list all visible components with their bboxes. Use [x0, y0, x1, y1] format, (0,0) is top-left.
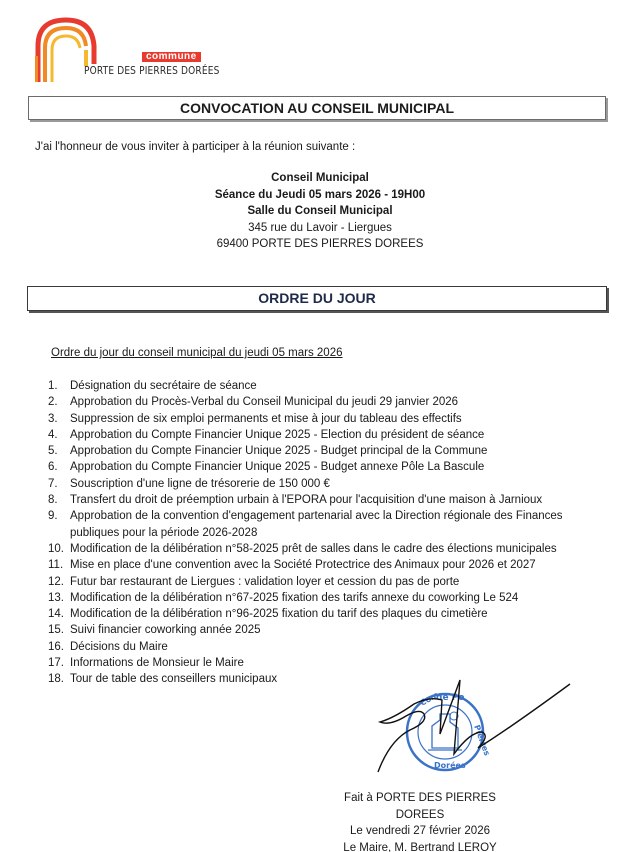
agenda-item: 4. Approbation du Compte Financier Unique 2025 - Election du président de séance [48, 428, 485, 441]
agenda-item: 11. Mise en place d'une convention avec la Société Protectrice des Animaux pour 2026 et 2027 [48, 559, 536, 572]
meeting-city: 69400 PORTE DES PIERRES DOREES [216, 238, 424, 250]
agenda-item: 8. Transfert du droit de préemption urbain à l'EPORA pour l'acquisition d'une maison à Jarnioux [48, 494, 543, 507]
logo-badge: commune [142, 52, 201, 62]
agenda-item: 12. Futur bar restaurant de Liergues : validation loyer et cession du pas de porte [48, 575, 460, 588]
agenda-item: 18. Tour de table des conseillers municipaux [48, 673, 278, 686]
closing-signatory: Le Maire, M. Bertrand LEROY [343, 841, 497, 852]
agenda-item: 9. Approbation de la convention d'engagement partenarial avec la Direction régionale des Finances publiques pour la période 2026-2028 [48, 510, 563, 539]
page-title: CONVOCATION AU CONSEIL MUNICIPAL [28, 96, 606, 120]
agenda-item: 16. Décisions du Maire [48, 640, 168, 653]
agenda-item: 15. Suivi financier coworking année 2025 [48, 624, 261, 637]
intro-text: J'ai l'honneur de vous inviter à participer à la réunion suivante : [35, 141, 356, 153]
agenda-item: 3. Suppression de six emploi permanents et mise à jour du tableau des effectifs [48, 412, 462, 425]
agenda-heading: ORDRE DU JOUR [27, 286, 607, 311]
closing-block [320, 790, 520, 852]
closing-date: Le vendredi 27 février 2026 [349, 825, 490, 837]
meeting-details [180, 170, 460, 253]
official-stamp-signature [370, 670, 580, 780]
meeting-body: Conseil Municipal [271, 172, 369, 184]
agenda-item: 6. Approbation du Compte Financier Unique 2025 - Budget annexe Pôle La Bascule [48, 461, 485, 474]
svg-text:Pierres: Pierres [472, 723, 492, 757]
agenda-subtitle: Ordre du jour du conseil municipal du jeudi 05 mars 2026 [51, 347, 343, 359]
logo-name: PORTE DES PIERRES DORÉES [84, 64, 220, 77]
svg-text:Dorées: Dorées [434, 761, 466, 770]
agenda-list [48, 378, 608, 688]
agenda-item: 10. Modification de la délibération n°58-2025 prêt de salles dans le cadre des élections municipales [48, 542, 557, 555]
agenda-item: 1. Désignation du secrétaire de séance [48, 380, 257, 392]
agenda-item: 2. Approbation du Procès-Verbal du Conseil Municipal du jeudi 29 janvier 2026 [48, 396, 459, 409]
svg-text:de Po: de Po [436, 693, 465, 703]
agenda-item: 7. Souscription d'une ligne de trésorerie de 150 000 € [48, 477, 330, 490]
meeting-session: Séance du Jeudi 05 mars 2026 - 19H00 [214, 188, 426, 201]
agenda-item: 17. Informations de Monsieur le Maire [48, 657, 244, 670]
agenda-item: 5. Approbation du Compte Financier Unique 2025 - Budget principal de la Commune [48, 445, 488, 458]
agenda-item: 13. Modification de la délibération n°67-2025 fixation des tarifs annexe du coworking Le 524 [48, 591, 519, 604]
svg-text:Com: Com [418, 690, 441, 708]
stamp-seal-icon [370, 670, 580, 780]
agenda-item: 14. Modification de la délibération n°96-2025 fixation du tarif des plaques du cimetière [48, 608, 488, 621]
commune-logo [32, 16, 220, 84]
meeting-room: Salle du Conseil Municipal [247, 205, 393, 217]
meeting-address: 345 rue du Lavoir - Liergues [248, 221, 392, 234]
closing-place: Fait à PORTE DES PIERRES DOREES [344, 792, 496, 821]
